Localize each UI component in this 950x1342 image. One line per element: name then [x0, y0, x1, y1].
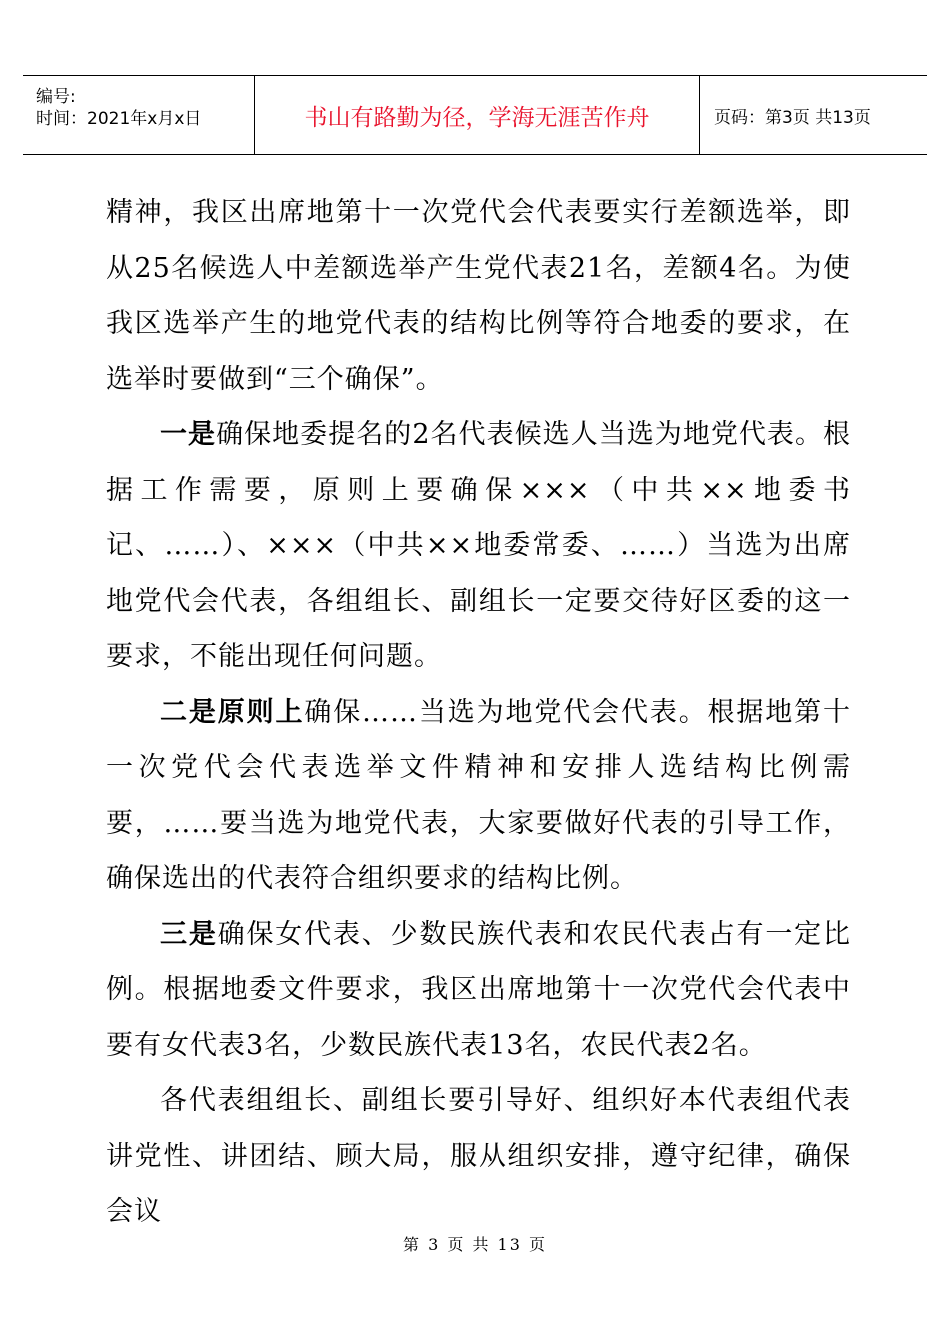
document-body — [106, 185, 851, 1240]
header-meta — [23, 76, 254, 154]
header-page-info: 页码：第3页 共13页 — [714, 107, 871, 128]
page-header — [23, 75, 927, 155]
document-time-label: 时间：2021年x月x日 — [36, 109, 202, 129]
paragraph-1: 精神，我区出席地第十一次党代会代表要实行差额选举，即从25名候选人中差额选举产生党代表21名，差额4名。为使我区选举产生的地党代表的结构比例等符合地委的要求，在选举时要做到“三个确保”。 — [106, 197, 851, 395]
header-motto: 书山有路勤为径，学海无涯苦作舟 — [254, 76, 700, 154]
paragraph-2-text: 确保地委提名的2名代表候选人当选为地党代表。根据工作需要，原则上要确保×××（中共××地委书记、……）、×××（中共××地委常委、……）当选为出席地党代会代表，各组组长、副组长一定要交待好区委的这一要求，不能出现任何问题。 — [106, 419, 852, 672]
paragraph-3-lead: 二是原则上 — [160, 696, 305, 728]
paragraph-4-lead: 三是 — [160, 918, 218, 950]
paragraph-2 — [106, 407, 851, 685]
paragraph-2-lead: 一是 — [160, 419, 217, 450]
paragraph-5: 各代表组组长、副组长要引导好、组织好本代表组代表讲党性、讲团结、顾大局，服从组织安排，遵守纪律，确保会议 — [106, 1085, 851, 1227]
paragraph-4-text: 确保女代表、少数民族代表和农民代表占有一定比例。根据地委文件要求，我区出席地第十一次党代会代表中要有女代表3名，少数民族代表13名，农民代表2名。 — [106, 918, 852, 1061]
paragraph-3 — [106, 685, 851, 907]
paragraph-3-text: 确保……当选为地党代会代表。根据地第十一次党代会代表选举文件精神和安排人选结构比例需要，……要当选为地党代表，大家要做好代表的引导工作，确保选出的代表符合组织要求的结构比例。 — [106, 696, 852, 894]
document-number-label: 编号: — [36, 87, 76, 107]
page-footer: 第 3 页 共 13 页 — [403, 1235, 547, 1254]
paragraph-4 — [106, 907, 851, 1074]
